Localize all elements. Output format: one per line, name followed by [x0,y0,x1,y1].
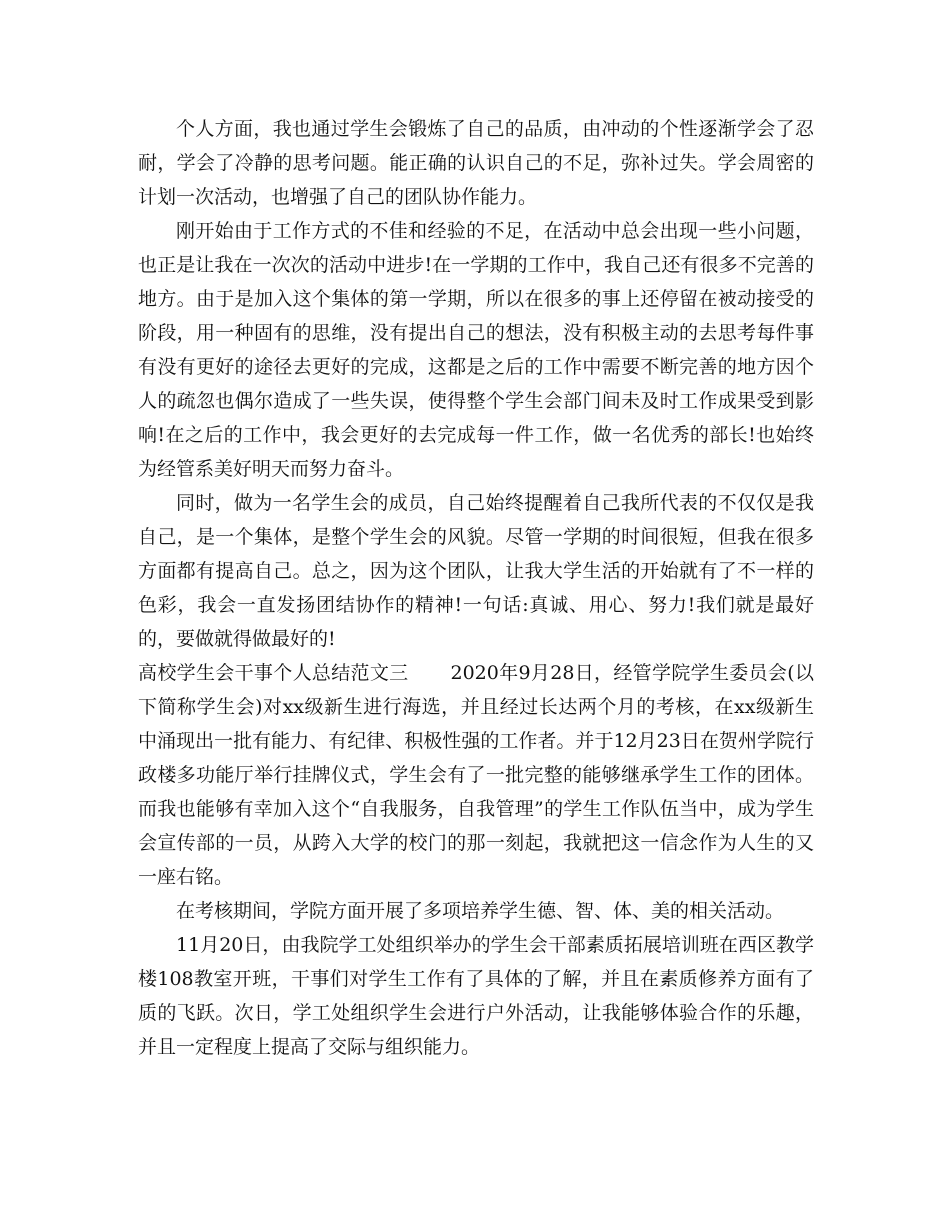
paragraph-collective: 同时，做为一名学生会的成员，自己始终提醒着自己我所代表的不仅仅是我自己，是一个集体，是整个学生会的风貌。尽管一学期的时间很短，但我在很多方面都有提高自己。总之，因为这个团队，让我大学生活的开始就有了不一样的色彩，我会一直发扬团结协作的精神!一句话:真诚、用心、努力!我们就是最好的，要做就得做最好的! [138,492,814,650]
paragraph-assessment: 在考核期间，学院方面开展了多项培养学生德、智、体、美的相关活动。 [176,900,785,922]
paragraph-work-shortcomings: 刚开始由于工作方式的不佳和经验的不足，在活动中总会出现一些小问题，也正是让我在一次次的活动中进步!在一学期的工作中，我自己还有很多不完善的地方。由于是加入这个集体的第一学期，所以在很多的事上还停留在被动接受的阶段，用一种固有的思维，没有提出自己的想法，没有积极主动的去思考每件事有没有更好的途径去更好的完成，这都是之后的工作中需要不断完善的地方因个人的疏忽也偶尔造成了一些失误，使得整个学生会部门间未及时工作成果受到影响!在之后的工作中，我会更好的去完成每一件工作，做一名优秀的部长!也始终为经管系美好明天而努力奋斗。 [138,220,814,480]
document-body [138,112,814,1064]
section-first-paragraph: 2020年9月28日，经管学院学生委员会(以下简称学生会)对xx级新生进行海选，并且经过长达两个月的考核，在xx级新生中涌现出一批有能力、有纪律、积极性强的工作者。并于12月23日在贺州学院行政楼多功能厅举行挂牌仪式，学生会有了一批完整的能够继承学生工作的团体。而我也能够有幸加入这个“自我服务，自我管理”的学生工作队伍当中，成为学生会宣传部的一员，从跨入大学的校门的那一刻起，我就把这一信念作为人生的又一座右铭。 [138,662,814,888]
paragraph-personal: 个人方面，我也通过学生会锻炼了自己的品质，由冲动的个性逐渐学会了忍耐，学会了冷静的思考问题。能正确的认识自己的不足，弥补过失。学会周密的计划一次活动，也增强了自己的团队协作能力。 [138,118,814,208]
paragraph-training: 11月20日，由我院学工处组织举办的学生会干部素质拓展培训班在西区教学楼108教室开班，干事们对学生工作有了具体的了解，并且在素质修养方面有了质的飞跃。次日，学工处组织学生会进行户外活动，让我能够体验合作的乐趣，并且一定程度上提高了交际与组织能力。 [138,934,814,1058]
section-three-paragraph [138,656,814,894]
section-title: 高校学生会干事个人总结范文三 [138,662,409,684]
